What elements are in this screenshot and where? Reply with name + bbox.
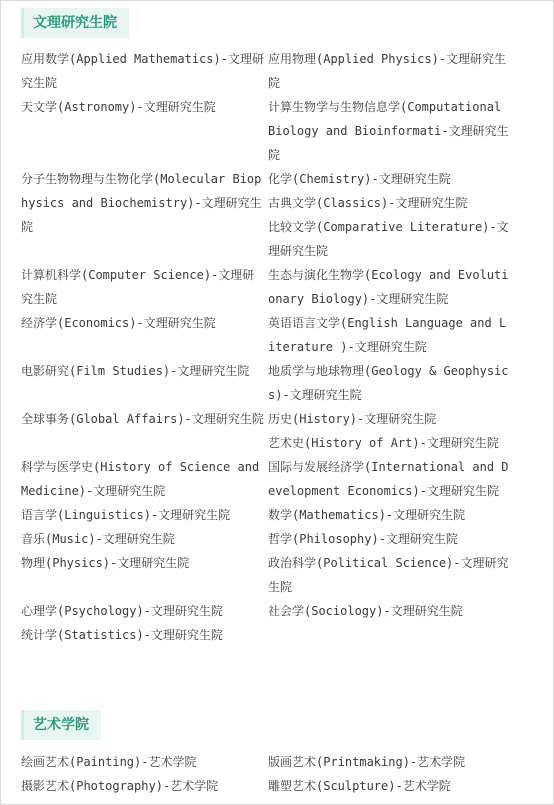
program-item: 国际与发展经济学(International and Development Economics)-文理研究生院: [268, 460, 509, 498]
program-item: 摄影艺术(Photography)-艺术学院: [21, 779, 219, 793]
program-item: 生态与演化生物学(Ecology and Evolutionary Biology)-文理研究生院: [268, 268, 509, 306]
program-item: 绘画艺术(Painting)-艺术学院: [21, 755, 197, 769]
program-item: 计算生物学与生物信息学(Computational Biology and Bioinformati-文理研究生院: [268, 100, 509, 162]
program-item: 语言学(Linguistics)-文理研究生院: [21, 508, 231, 522]
program-item: 地质学与地球物理(Geology & Geophysics)-文理研究生院: [268, 364, 509, 402]
program-list-art-school: [21, 750, 511, 798]
program-list-arts-sciences: [21, 47, 511, 647]
program-item: 哲学(Philosophy)-文理研究生院: [268, 532, 458, 546]
program-item: 心理学(Psychology)-文理研究生院: [21, 604, 223, 618]
program-item: 科学与医学史(History of Science and Medicine)-文理研究生院: [21, 460, 260, 498]
program-item: 分子生物物理与生物化学(Molecular Biophysics and Biochemistry)-文理研究生院: [21, 172, 262, 234]
program-item: 雕塑艺术(Sculpture)-艺术学院: [268, 779, 451, 793]
program-item: 社会学(Sociology)-文理研究生院: [268, 604, 463, 618]
program-item: 物理(Physics)-文理研究生院: [21, 556, 190, 570]
program-item: 艺术史(History of Art)-文理研究生院: [268, 436, 499, 450]
program-item: 古典文学(Classics)-文理研究生院: [268, 196, 468, 210]
program-item: 比较文学(Comparative Literature)-文理研究生院: [268, 220, 509, 258]
program-item: 天文学(Astronomy)-文理研究生院: [21, 100, 216, 114]
section-title-arts-sciences: 文理研究生院: [21, 8, 129, 38]
program-item: 音乐(Music)-文理研究生院: [21, 532, 175, 546]
program-item: 应用数学(Applied Mathematics)-文理研究生院: [21, 52, 264, 90]
program-item: 应用物理(Applied Physics)-文理研究生院: [268, 52, 507, 90]
section-title-art-school: 艺术学院: [21, 710, 101, 740]
program-item: 英语语言文学(English Language and Literature )-文理研究生院: [268, 316, 507, 354]
program-item: 电影研究(Film Studies)-文理研究生院: [21, 364, 250, 378]
program-item: 历史(History)-文理研究生院: [268, 412, 437, 426]
program-item: 版画艺术(Printmaking)-艺术学院: [268, 755, 466, 769]
program-item: 化学(Chemistry)-文理研究生院: [268, 172, 451, 186]
program-item: 全球事务(Global Affairs)-文理研究生院: [21, 412, 264, 426]
program-item: 计算机科学(Computer Science)-文理研究生院: [21, 268, 255, 306]
program-item: 数学(Mathematics)-文理研究生院: [268, 508, 466, 522]
program-item: 经济学(Economics)-文理研究生院: [21, 316, 216, 330]
program-item: 统计学(Statistics)-文理研究生院: [21, 628, 223, 642]
program-item: 政治科学(Political Science)-文理研究生院: [268, 556, 509, 594]
